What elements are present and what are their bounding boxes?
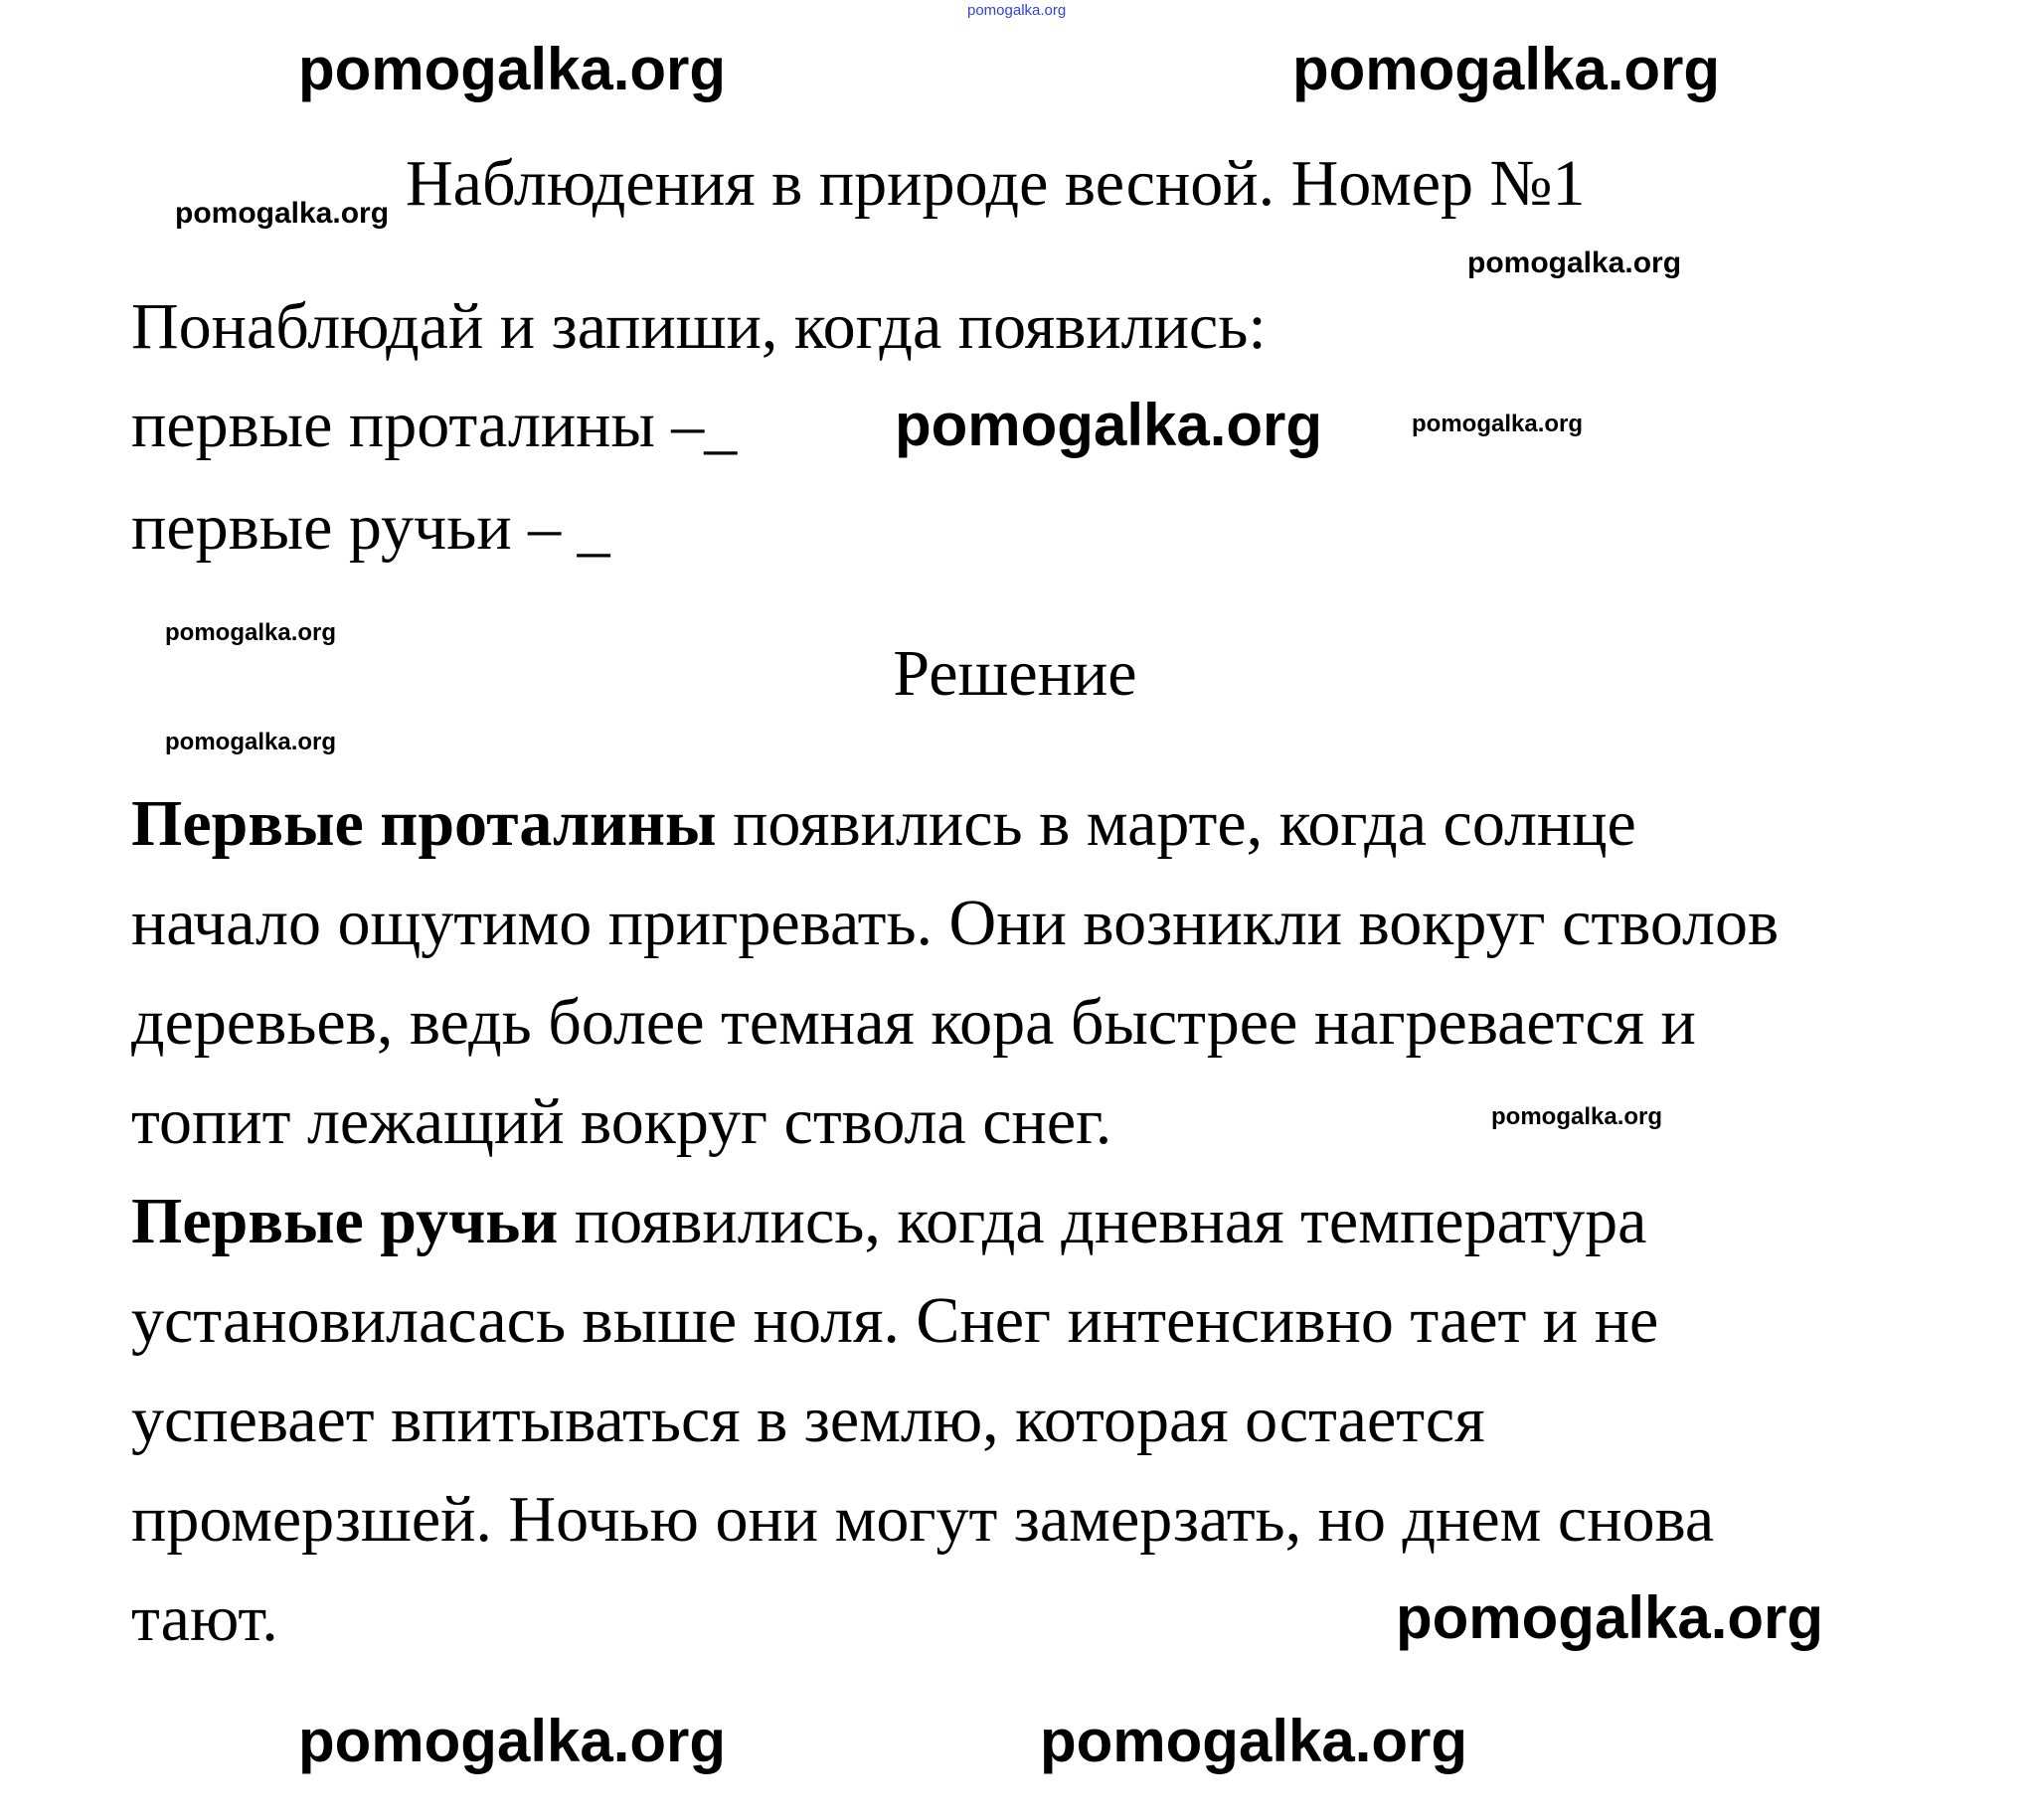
solution-line (131, 874, 1779, 973)
watermark: pomogalka.org (1292, 36, 1721, 102)
watermark: pomogalka.org (175, 197, 390, 230)
solution-line (131, 1470, 1779, 1570)
watermark: pomogalka.org (1040, 1708, 1468, 1774)
solution-line-text: начало ощутимо пригревать. Они возникли вокруг стволов (131, 887, 1780, 959)
solution-line (131, 1271, 1779, 1371)
solution-line-bold: Первые проталины (131, 787, 717, 860)
solution-line (131, 1371, 1779, 1470)
watermark: pomogalka.org (298, 36, 727, 102)
solution-line-text: успевает впитываться в землю, которая остается (131, 1384, 1485, 1456)
watermark: pomogalka.org (1491, 1103, 1663, 1130)
solution-line-text: промерзшей. Ночью они могут замерзать, но днем снова (131, 1483, 1715, 1556)
solution-line-text: топит лежащий вокруг ствола снег. (131, 1085, 1112, 1158)
solution-line-text: появились, когда дневная температура (558, 1185, 1647, 1257)
watermark: pomogalka.org (895, 392, 1323, 458)
watermark: pomogalka.org (1467, 247, 1682, 279)
solution-line-text: деревьев, ведь более темная кора быстрее нагревается и (131, 986, 1696, 1059)
solution-line (131, 774, 1779, 874)
solution-line-text: установиласась выше ноля. Снег интенсивно тает и не (131, 1284, 1659, 1357)
solution-line (131, 1172, 1779, 1271)
solution-heading: Решение (893, 637, 1137, 710)
task-item: первые ручьи – _ (131, 491, 610, 564)
watermark-top: pomogalka.org (967, 2, 1067, 19)
page-title: Наблюдения в природе весной. Номер №1 (406, 147, 1586, 220)
watermark: pomogalka.org (1412, 411, 1584, 437)
solution-line-bold: Первые ручьи (131, 1185, 559, 1257)
task-item: первые проталины –_ (131, 389, 738, 461)
task-prompt: Понаблюдай и запиши, когда появились: (131, 290, 1267, 363)
watermark: pomogalka.org (165, 729, 337, 755)
solution-text (131, 774, 1779, 1669)
solution-line (131, 973, 1779, 1073)
watermark: pomogalka.org (165, 619, 337, 646)
watermark: pomogalka.org (1396, 1584, 1824, 1651)
watermark: pomogalka.org (298, 1708, 727, 1774)
solution-line-text: появились в марте, когда солнце (716, 787, 1636, 860)
solution-line-text: тают. (131, 1582, 278, 1655)
